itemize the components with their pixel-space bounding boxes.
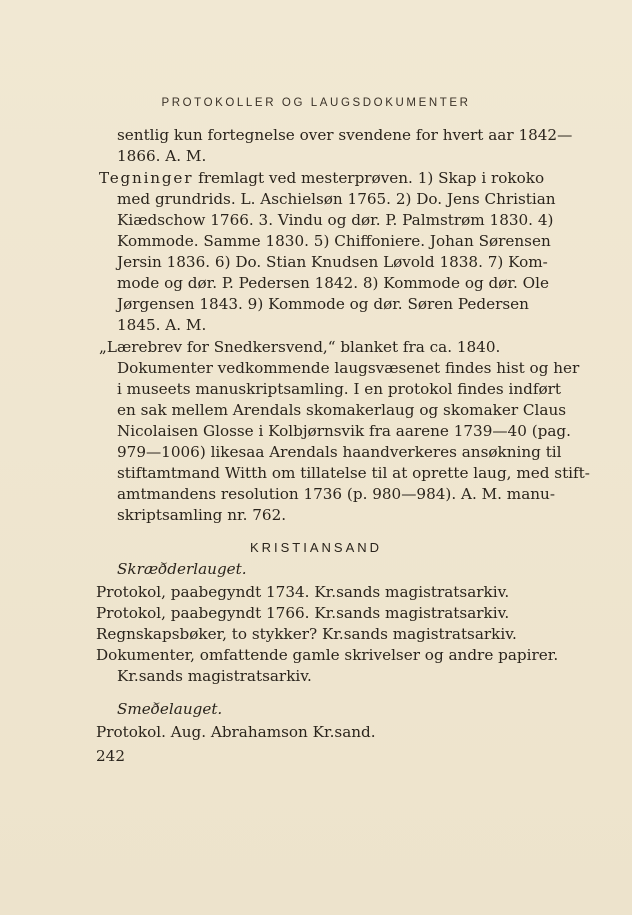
text-line: 979—1006) likesaa Arendals haandverkeres ansøkning til	[117, 443, 562, 461]
running-head: PROTOKOLLER OG LAUGSDOKUMENTER	[161, 97, 471, 109]
text-line: Jersin 1836. 6) Do. Stian Knudsen Løvold 1838. 7) Kom-	[117, 253, 548, 271]
text-line: skriptsamling nr. 762.	[117, 506, 287, 524]
text-line: Regnskapsbøker, to stykker? Kr.sands magistratsarkiv.	[96, 625, 517, 643]
text-line: Protokol. Aug. Abrahamson Kr.sand.	[96, 723, 376, 741]
text-line: i museets manuskriptsamling. I en protokol findes indført	[117, 380, 562, 398]
text-line: „Lærebrev for Snedkersvend,“ blanket fra ca. 1840.	[99, 338, 501, 356]
text-line: en sak mellem Arendals skomakerlaug og skomaker Claus	[117, 401, 567, 419]
entry-term: Tegninger	[99, 169, 194, 187]
text-line: Protokol, paabegyndt 1734. Kr.sands magistratsarkiv.	[96, 583, 510, 601]
text-line: 1845. A. M.	[117, 316, 207, 334]
subsection-title: Smeðelauget.	[117, 700, 223, 718]
text-line: Protokol, paabegyndt 1766. Kr.sands magistratsarkiv.	[96, 604, 510, 622]
text-line	[99, 168, 544, 188]
text-line: Kiædschow 1766. 3. Vindu og dør. P. Palmstrøm 1830. 4)	[117, 211, 554, 229]
text-line: sentlig kun fortegnelse over svendene for hvert aar 1842—	[117, 126, 573, 144]
text-line: med grundrids. L. Aschielsøn 1765. 2) Do. Jens Christian	[117, 190, 556, 208]
text-line: amtmandens resolution 1736 (p. 980—984). A. M. manu-	[117, 485, 555, 503]
text-line: Dokumenter vedkommende laugsvæsenet findes hist og her	[117, 359, 580, 377]
text-run: fremlagt ved mesterprøven. 1) Skap i rokoko	[193, 169, 545, 187]
section-heading: KRISTIANSAND	[249, 540, 383, 555]
text-line: stiftamtmand Witth om tillatelse til at oprette laug, med stift-	[117, 464, 590, 482]
text-line: 1866. A. M.	[117, 147, 207, 165]
subsection-title: Skræðderlauget.	[117, 560, 247, 578]
text-line: Nicolaisen Glosse i Kolbjørnsvik fra aarene 1739—40 (pag.	[117, 422, 571, 440]
text-line: Kommode. Samme 1830. 5) Chiffoniere. Johan Sørensen	[117, 232, 551, 250]
text-line: mode og dør. P. Pedersen 1842. 8) Kommode og dør. Ole	[117, 274, 549, 292]
text-line: Jørgensen 1843. 9) Kommode og dør. Søren Pedersen	[117, 295, 529, 313]
page-number: 242	[96, 747, 125, 765]
text-line: Dokumenter, omfattende gamle skrivelser og andre papirer.	[96, 646, 559, 664]
text-line: Kr.sands magistratsarkiv.	[117, 667, 312, 685]
